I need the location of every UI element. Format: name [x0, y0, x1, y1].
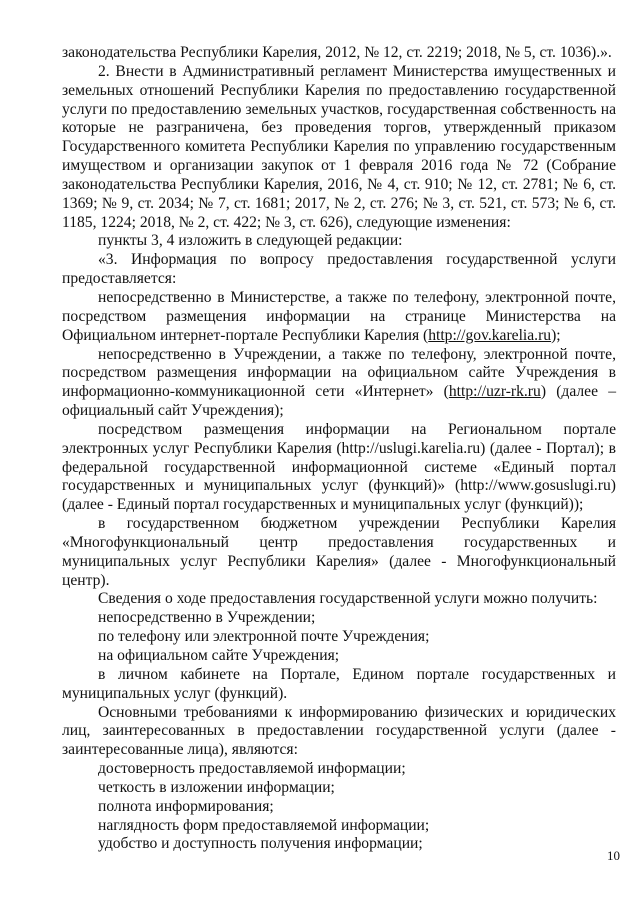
paragraph: [62, 798, 616, 817]
document-body: [62, 44, 616, 854]
paragraph-text: полнота информирования;: [98, 797, 274, 815]
paragraph-text: непосредственно в Учреждении, а также по телефону, электронной почте, посредством размещения информации на официальном сайте Учреждения в информационно-коммуникационной сети «Интернет» (: [62, 345, 616, 401]
paragraph-text: Сведения о ходе предоставления государственной услуги можно получить:: [98, 590, 598, 608]
paragraph-text: пункты 3, 4 изложить в следующей редакции:: [98, 232, 403, 250]
paragraph-text: в государственном бюджетном учреждении Республики Карелия «Многофункциональный центр предоставления государственных и муниципальных услуг Республики Карелия» (далее - Многофункциональный центр).: [62, 515, 616, 589]
paragraph: [62, 760, 616, 779]
paragraph: [62, 704, 616, 761]
paragraph-text: непосредственно в Учреждении;: [98, 609, 316, 627]
paragraph: [62, 647, 616, 666]
paragraph: [62, 346, 616, 421]
paragraph: [62, 44, 616, 63]
paragraph: [62, 779, 616, 798]
paragraph-text: наглядность форм предоставляемой информации;: [98, 816, 430, 834]
paragraph: [62, 835, 616, 854]
paragraph: [62, 63, 616, 233]
paragraph: [62, 251, 616, 289]
paragraph-text: «3. Информация по вопросу предоставления государственной услуги предоставляется:: [62, 251, 616, 288]
paragraph: [62, 289, 616, 346]
paragraph: [62, 628, 616, 647]
paragraph-text: в личном кабинете на Портале, Едином портале государственных и муниципальных услуг (функций).: [62, 665, 616, 702]
paragraph: [62, 232, 616, 251]
paragraph: [62, 590, 616, 609]
paragraph-text: );: [551, 326, 561, 344]
paragraph-text: по телефону или электронной почте Учреждения;: [98, 628, 430, 646]
hyperlink[interactable]: http://uzr-rk.ru: [448, 383, 541, 401]
paragraph-text: ) (далее – официальный сайт Учреждения);: [62, 383, 616, 420]
paragraph-text: достоверность предоставляемой информации;: [98, 760, 406, 778]
paragraph-text: удобство и доступность получения информации;: [98, 835, 423, 853]
paragraph-text: непосредственно в Министерстве, а также по телефону, электронной почте, посредством размещения информации на странице Министерства на Официальном интернет-портале Республики Карелия (: [62, 288, 616, 344]
paragraph-text: 2. Внести в Административный регламент Министерства имущественных и земельных отношений Республики Карелия по предоставлению государственной услуги по предоставлению земельных участков, государственная собственность на которые не разграничена, без проведения торгов, утвержденный приказом Государственного комитета Республики Карелия по управлению государственным имуществом и организации закупок от 1 февраля 2016 года № 72 (Собрание законодательства Республики Карелия, 2016, № 4, ст. 910; № 12, ст. 2781; № 6, ст. 1369; № 9, ст. 2034; № 7, ст. 1681; 2017, № 2, ст. 276; № 3, ст. 521, ст. 573; № 6, ст. 1185, 1224; 2018, № 2, ст. 422; № 3, ст. 626), следующие изменения:: [62, 62, 616, 231]
paragraph-text: на официальном сайте Учреждения;: [98, 647, 340, 664]
paragraph: [62, 421, 616, 515]
paragraph: [62, 817, 616, 836]
hyperlink[interactable]: http://gov.karelia.ru: [428, 326, 552, 344]
paragraph-text: посредством размещения информации на Региональном портале электронных услуг Республики Карелия (http://uslugi.karelia.ru) (далее - Портал); в федеральной государственной информационной системе «Единый портал государственных и муниципальных услуг (функций)» (http://www.gosuslugi.ru) (далее - Единый портал государственных и муниципальных услуг (функций));: [62, 420, 616, 514]
paragraph-text: Основными требованиями к информированию физических и юридических лиц, заинтересованных в предоставлении государственной услуги (далее - заинтересованные лица), являются:: [62, 703, 616, 759]
paragraph: [62, 666, 616, 704]
page-number: 10: [607, 848, 620, 863]
paragraph-text: четкость в изложении информации;: [98, 778, 335, 796]
paragraph: [62, 515, 616, 590]
paragraph: [62, 609, 616, 628]
paragraph-text: законодательства Республики Карелия, 2012, № 12, ст. 2219; 2018, № 5, ст. 1036).».: [62, 44, 612, 61]
